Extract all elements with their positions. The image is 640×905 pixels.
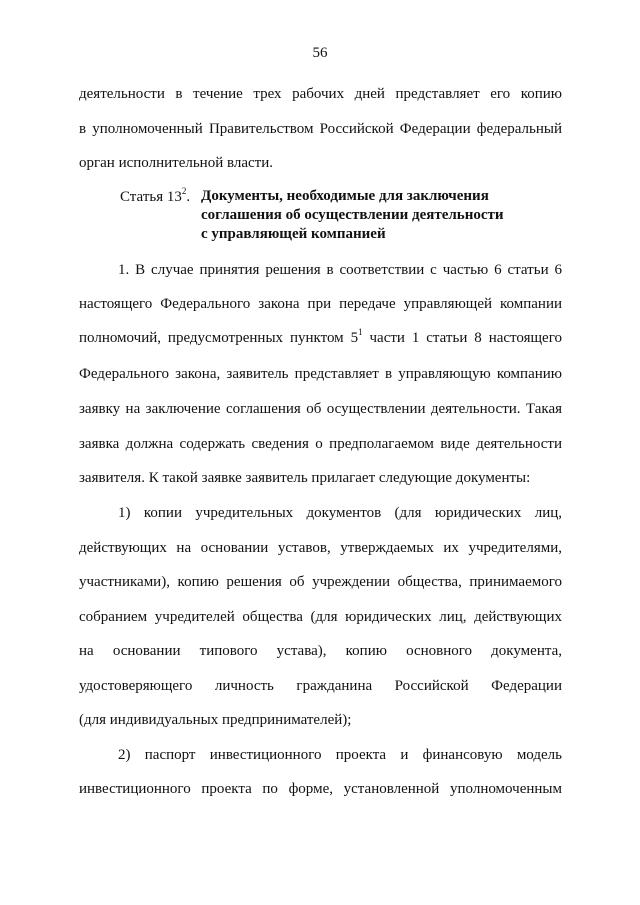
article-label-text: Статья 13 xyxy=(120,189,182,205)
item-line: собранием учредителей общества (для юридических лиц, действующих xyxy=(79,609,562,625)
item-line: участниками), копию решения об учреждении общества, принимаемого xyxy=(79,574,562,590)
article-title xyxy=(201,187,521,244)
paragraph-line: Федерального закона, заявитель представляет в управляющую компанию xyxy=(79,366,562,382)
paragraph-line: настоящего Федерального закона при передаче управляющей компании xyxy=(79,296,562,312)
article-label-suffix: . xyxy=(186,189,191,205)
superscript: 1 xyxy=(358,327,363,337)
paragraph-line: 1. В случае принятия решения в соответствии с частью 6 статьи 6 xyxy=(118,262,562,278)
item-line: 1) копии учредительных документов (для юридических лиц, xyxy=(118,505,562,521)
item-line: (для индивидуальных предпринимателей); xyxy=(79,712,352,728)
item-line: на основании типового устава), копию основного документа, xyxy=(79,643,562,659)
article-title-line: соглашения об осуществлении деятельности xyxy=(201,207,504,223)
article-title-line: Документы, необходимые для заключения xyxy=(201,188,489,204)
article-title-line: с управляющей компанией xyxy=(201,226,386,242)
article-label xyxy=(120,187,190,207)
paragraph-line: заявку на заключение соглашения об осуществлении деятельности. Такая xyxy=(79,401,562,417)
item-line: 2) паспорт инвестиционного проекта и финансовую модель xyxy=(118,747,562,763)
intro-line: орган исполнительной власти. xyxy=(79,155,274,171)
item-line: инвестиционного проекта по форме, установленной уполномоченным xyxy=(79,781,562,797)
intro-line: деятельности в течение трех рабочих дней представляет его копию xyxy=(79,86,562,102)
paragraph-text: части 1 статьи 8 настоящего xyxy=(362,330,562,346)
paragraph-line xyxy=(79,328,562,348)
page-number: 56 xyxy=(312,45,328,61)
item-line: удостоверяющего личность гражданина Российской Федерации xyxy=(79,678,562,694)
paragraph-text: полномочий, предусмотренных пунктом 5 xyxy=(79,330,359,346)
item-line: действующих на основании уставов, утверждаемых их учредителями, xyxy=(79,540,562,556)
article-label-sup: 2 xyxy=(181,186,187,196)
intro-line: в уполномоченный Правительством Российской Федерации федеральный xyxy=(79,121,562,137)
paragraph-line: заявка должна содержать сведения о предполагаемом виде деятельности xyxy=(79,436,562,452)
paragraph-line: заявителя. К такой заявке заявитель прилагает следующие документы: xyxy=(79,470,531,486)
